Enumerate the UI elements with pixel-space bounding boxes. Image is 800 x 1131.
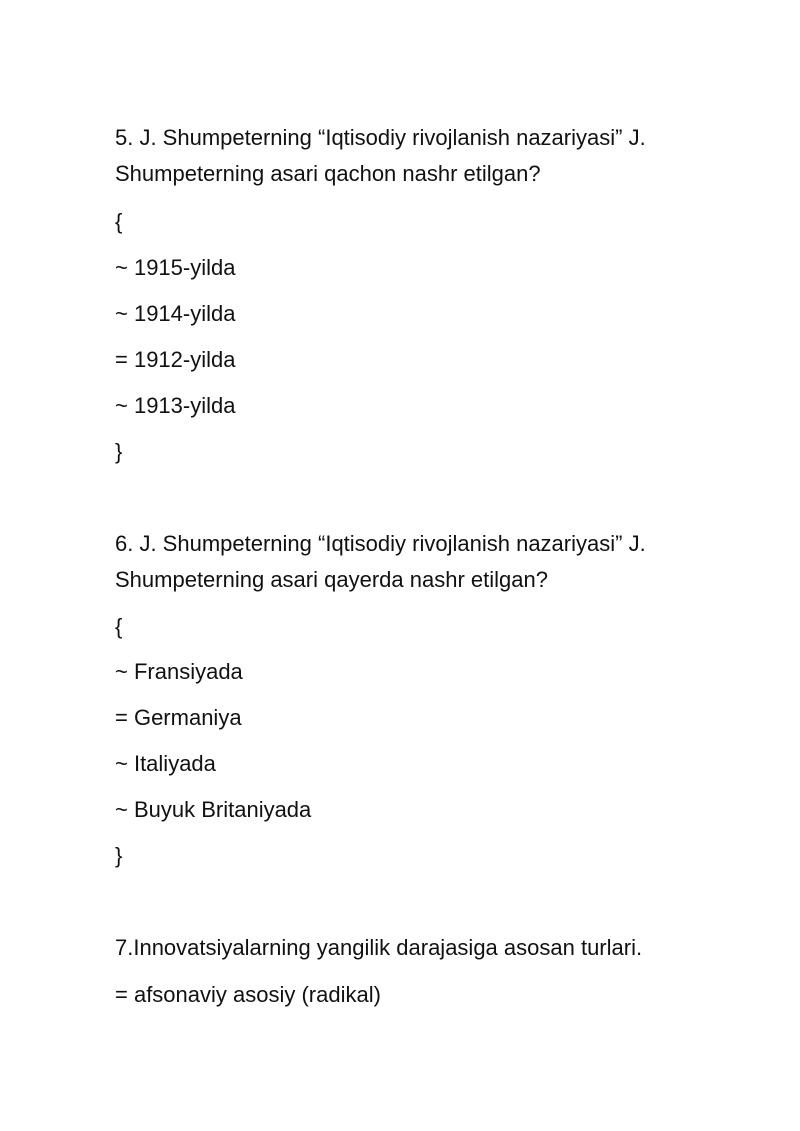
question-5-option-2: ~ 1914-yilda [115, 301, 236, 326]
question-5-text-line2: Shumpeterning asari qachon nashr etilgan? [115, 161, 541, 186]
question-6-option-2: = Germaniya [115, 705, 242, 730]
question-6-text-line1: 6. J. Shumpeterning “Iqtisodiy rivojlanish nazariyasi” J. [115, 531, 646, 556]
question-7-text-line1: 7.Innovatsiyalarning yangilik darajasiga asosan turlari. [115, 935, 643, 960]
question-6-text-line2: Shumpeterning asari qayerda nashr etilgan? [115, 567, 548, 592]
question-5-open-brace: { [115, 209, 123, 234]
question-6-open-brace: { [115, 614, 123, 639]
question-6-option-3: ~ Italiyada [115, 751, 216, 776]
question-5-option-4: ~ 1913-yilda [115, 393, 236, 418]
question-6-option-1: ~ Fransiyada [115, 659, 243, 684]
question-5-text-line1: 5. J. Shumpeterning “Iqtisodiy rivojlanish nazariyasi” J. [115, 125, 646, 150]
question-5-close-brace: } [115, 439, 123, 464]
question-6-option-4: ~ Buyuk Britaniyada [115, 797, 312, 822]
question-5-option-1: ~ 1915-yilda [115, 255, 236, 280]
question-7-option-1: = afsonaviy asosiy (radikal) [115, 982, 381, 1007]
question-6-close-brace: } [115, 843, 123, 868]
question-5-option-3: = 1912-yilda [115, 347, 236, 372]
